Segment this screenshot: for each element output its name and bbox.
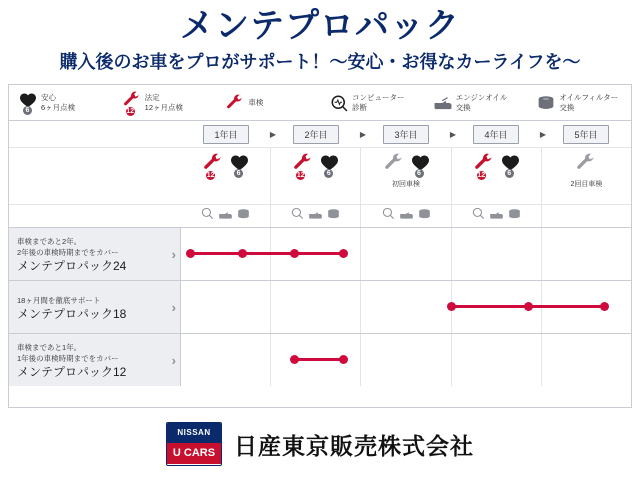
legend-item-3: [320, 91, 424, 115]
legend-item-2: [216, 91, 320, 115]
plan-name-1: メンテプロパック18: [17, 306, 127, 321]
plan-label-0[interactable]: [9, 228, 181, 280]
plan-dot: [600, 302, 609, 311]
oil-can-icon: [399, 207, 414, 225]
plan-dot: [339, 355, 348, 364]
small-icons-col-4: [541, 205, 631, 227]
year-label-3: 4年目: [473, 125, 518, 144]
chevron-right-icon[interactable]: ›: [171, 352, 176, 368]
year-label-0: 1年目: [203, 125, 248, 144]
year-header-row: [9, 121, 631, 148]
plan-note2-2: 1年後の車検時期までをカバー: [17, 354, 119, 363]
legend-line1-4: エンジンオイル: [455, 92, 508, 102]
plan-track-0: [181, 228, 631, 280]
year-arrow-3: ▶: [539, 129, 546, 139]
plan-matrix: [8, 120, 632, 408]
oil-filter-icon: [533, 91, 559, 115]
heart-icon: [230, 154, 249, 176]
legend-line2-5: 交換: [559, 102, 575, 112]
plan-row-2[interactable]: [9, 334, 631, 386]
small-icons-col-1: [270, 205, 360, 227]
year-arrow-2: ▶: [449, 129, 456, 139]
small-icon-row: [9, 205, 631, 228]
legend-text-2: [248, 98, 263, 108]
service-badge-0: 12: [206, 171, 215, 179]
plan-track-2: [181, 334, 631, 386]
service-badge-0b: 6: [234, 169, 243, 178]
plan-dot: [447, 302, 456, 311]
legend-line1-1: 法定: [144, 92, 160, 102]
plan-track-1: [181, 281, 631, 333]
legend-line2-1: 12ヶ月点検: [144, 102, 184, 112]
legend-item-0: [9, 91, 113, 115]
plan-row-0[interactable]: [9, 228, 631, 281]
plan-dot: [524, 302, 533, 311]
oil-can-icon: [430, 91, 456, 115]
computer-diagnosis-icon: [472, 207, 485, 225]
legend-line1-3: コンピューター: [352, 92, 405, 102]
year-cell-4: [541, 121, 631, 147]
company-name: 日産東京販売株式会社: [234, 432, 474, 459]
plan-name-0: メンテプロパック24: [17, 259, 127, 273]
service-badge-1: 12: [296, 171, 305, 179]
service-note-2: 初回車検: [392, 181, 420, 188]
plan-note2-0: 2年後の車検時期までをカバー: [17, 248, 119, 257]
plan-note1-0: 車検まであと2年。: [17, 237, 82, 246]
service-badge-1b: 6: [324, 169, 333, 178]
legend-line2-3: 診断: [352, 102, 368, 112]
legend-bar: [8, 84, 632, 120]
oil-filter-icon: [237, 207, 250, 225]
oil-filter-icon: [418, 207, 431, 225]
nissan-logo: [166, 422, 222, 466]
plan-name-2: メンテプロパック12: [17, 365, 127, 379]
service-col-2: [360, 148, 450, 204]
wrench-icon: [473, 153, 495, 178]
oil-can-icon: [308, 207, 323, 225]
small-icons-col-3: [451, 205, 541, 227]
wrench-inspection-icon: [222, 91, 248, 115]
plan-bar-0: [190, 252, 343, 255]
plan-dot: [186, 249, 195, 258]
legend-line1-2: 車検: [248, 97, 264, 107]
wrench-inspection-icon: [383, 153, 405, 178]
legend-line2-0: 6ヶ月点検: [41, 102, 76, 112]
legend-text-0: [41, 93, 75, 113]
legend-text-5: [559, 93, 618, 113]
chevron-right-icon[interactable]: ›: [171, 246, 176, 262]
page-subtitle: 購入後のお車をプロがサポート！～安心・お得なカーライフを～: [59, 52, 581, 72]
computer-diagnosis-icon: [201, 207, 214, 225]
wrench-inspection-icon: [575, 153, 597, 178]
year-label-2: 3年目: [383, 125, 428, 144]
wrench-icon: [292, 153, 314, 178]
plan-dot: [238, 249, 247, 258]
plan-row-1[interactable]: [9, 281, 631, 334]
legend-line1-0: 安心: [41, 92, 56, 102]
service-col-4: [541, 148, 631, 204]
page-title: メンテプロパック: [180, 7, 460, 45]
service-col-3: [451, 148, 541, 204]
year-arrow-1: ▶: [359, 129, 366, 139]
legend-badge-1: 12: [126, 108, 135, 115]
plan-dot: [339, 249, 348, 258]
page-footer: [0, 408, 640, 480]
oil-filter-icon: [508, 207, 521, 225]
plan-label-1[interactable]: [9, 281, 181, 333]
legend-item-4: [424, 91, 528, 115]
heart-icon: [411, 154, 430, 176]
page-header: [0, 0, 640, 84]
service-badge-2b: 6: [415, 169, 424, 178]
oil-can-icon: [489, 207, 504, 225]
wrench-icon: [202, 153, 224, 178]
logo-bottom-text: U CARS: [167, 443, 221, 464]
year-cell-2: [361, 121, 456, 147]
plan-bar-2: [294, 358, 344, 361]
small-icon-spacer: [9, 205, 181, 227]
wrench-icon: [119, 91, 145, 115]
computer-diagnosis-icon: [382, 207, 395, 225]
legend-line2-4: 交換: [455, 102, 471, 112]
heart-icon: [320, 154, 339, 176]
year-arrow-0: ▶: [269, 129, 276, 139]
small-icons-col-0: [181, 205, 270, 227]
plan-note1-1: 18ヶ月間を徹底サポート: [17, 295, 101, 305]
computer-diagnosis-icon: [291, 207, 304, 225]
year-label-4: 5年目: [563, 125, 608, 144]
oil-filter-icon: [327, 207, 340, 225]
computer-diagnosis-icon: [326, 91, 352, 115]
service-badge-3b: 6: [505, 169, 514, 178]
plan-dot: [290, 355, 299, 364]
legend-item-5: [527, 91, 631, 115]
service-icon-row: [9, 148, 631, 205]
plan-note1-2: 車検まであと1年。: [17, 343, 82, 352]
year-cell-0: [181, 121, 276, 147]
heart-icon: [15, 91, 41, 115]
chevron-right-icon[interactable]: ›: [171, 299, 176, 315]
legend-text-1: [145, 93, 183, 113]
logo-top-text: NISSAN: [167, 423, 221, 443]
service-col-1: [270, 148, 360, 204]
year-label-1: 2年目: [293, 125, 338, 144]
legend-item-1: [113, 91, 217, 115]
plan-label-2[interactable]: [9, 334, 181, 386]
legend-badge-0: 6: [23, 106, 32, 115]
oil-can-icon: [218, 207, 233, 225]
year-cell-3: [451, 121, 546, 147]
service-badge-3: 12: [477, 171, 486, 179]
small-icons-col-2: [360, 205, 450, 227]
legend-text-4: [456, 93, 508, 113]
heart-icon: [501, 154, 520, 176]
plan-dot: [290, 249, 299, 258]
service-icon-spacer: [9, 148, 181, 204]
legend-line1-5: オイルフィルター: [559, 92, 619, 102]
legend-text-3: [352, 93, 405, 113]
service-col-0: [181, 148, 270, 204]
year-cell-1: [271, 121, 366, 147]
service-note-4: 2回目車検: [570, 181, 603, 188]
